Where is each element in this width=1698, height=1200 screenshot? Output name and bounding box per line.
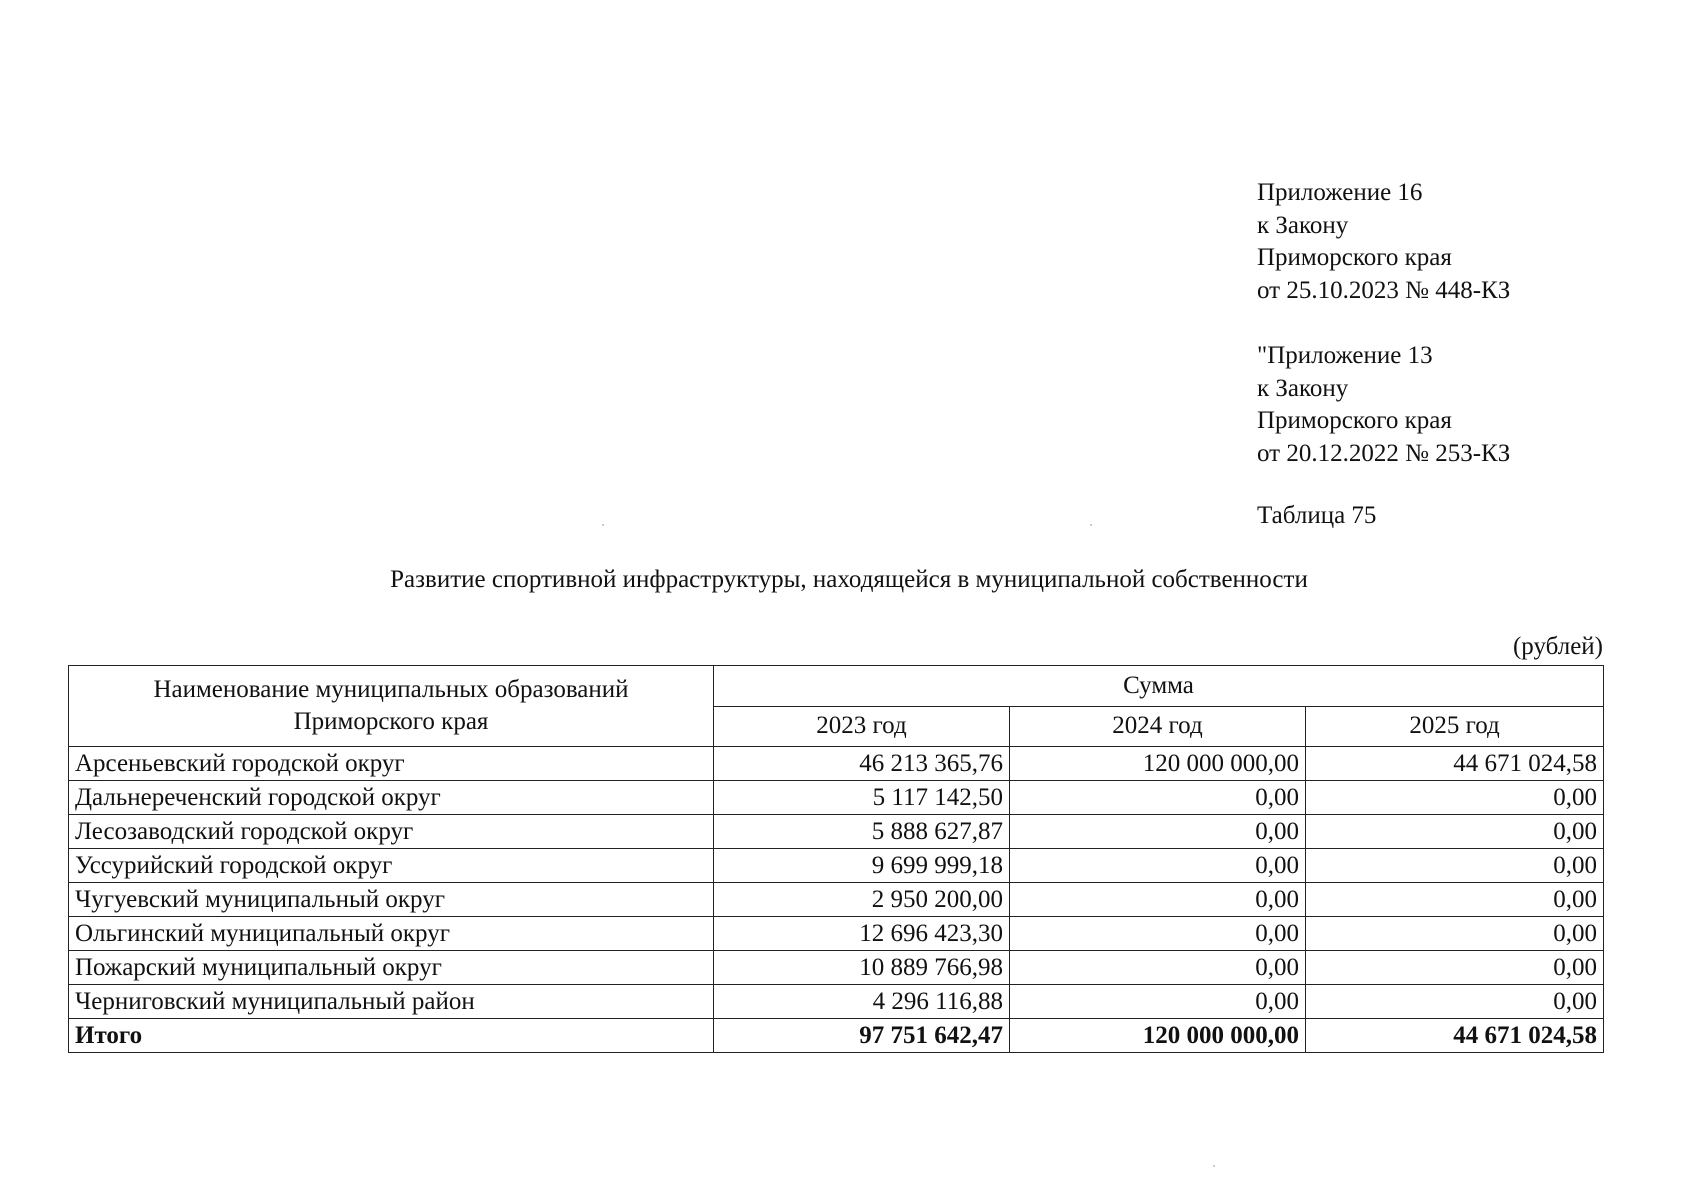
total-2024: 120 000 000,00 [1010,1019,1306,1053]
municipality-name: Чугуевский муниципальный округ [69,883,714,917]
table-row [69,849,1604,883]
header-line: Наименование муниципальных образований [153,676,629,703]
municipality-name: Арсеньевский городской округ [69,747,714,781]
total-label: Итого [69,1019,714,1053]
funding-table [68,665,1604,1053]
municipality-name: Уссурийский городской округ [69,849,714,883]
table-row [69,815,1604,849]
amount-2024: 0,00 [1010,815,1306,849]
amount-2025: 0,00 [1306,849,1604,883]
amount-2024: 0,00 [1010,951,1306,985]
amount-2024: 0,00 [1010,985,1306,1019]
amount-2024: 0,00 [1010,849,1306,883]
amount-2025: 0,00 [1306,883,1604,917]
original-annex-block [1257,340,1510,470]
amount-2023: 46 213 365,76 [714,747,1010,781]
municipality-name: Ольгинский муниципальный округ [69,917,714,951]
table-row [69,883,1604,917]
amount-2024: 0,00 [1010,883,1306,917]
amount-2025: 44 671 024,58 [1306,747,1604,781]
amount-2024: 0,00 [1010,917,1306,951]
table-row [69,747,1604,781]
municipality-name: Лесозаводский городской округ [69,815,714,849]
amount-2025: 0,00 [1306,951,1604,985]
year-header-2025: 2025 год [1306,706,1604,747]
municipality-name: Пожарский муниципальный округ [69,951,714,985]
amount-2025: 0,00 [1306,815,1604,849]
annex-header-block [1257,177,1510,307]
year-header-2024: 2024 год [1010,706,1306,747]
table-row [69,951,1604,985]
annex-line: "Приложение 13 [1257,342,1433,369]
table-row [69,917,1604,951]
amount-2024: 120 000 000,00 [1010,747,1306,781]
total-2025: 44 671 024,58 [1306,1019,1604,1053]
table-row [69,985,1604,1019]
annex-line: Приложение 16 [1257,179,1423,206]
annex-line: от 20.12.2022 № 253-КЗ [1257,439,1511,467]
amount-2023: 10 889 766,98 [714,951,1010,985]
year-header-2023: 2023 год [714,706,1010,747]
amount-2023: 12 696 423,30 [714,917,1010,951]
amount-2025: 0,00 [1306,985,1604,1019]
total-2023: 97 751 642,47 [714,1019,1010,1053]
amount-2023: 9 699 999,18 [714,849,1010,883]
annex-line: Приморского края [1257,407,1452,434]
amount-2025: 0,00 [1306,781,1604,815]
annex-line: к Закону [1257,374,1349,402]
document-title: Развитие спортивной инфраструктуры, находящейся в муниципальной собственности [390,566,1308,593]
amount-2025: 0,00 [1306,917,1604,951]
amount-2024: 0,00 [1010,781,1306,815]
total-row [69,1019,1604,1053]
sum-column-header: Сумма [714,666,1604,707]
municipality-name: Черниговский муниципальный район [69,985,714,1019]
table-number: Таблица 75 [1257,502,1377,529]
scan-speck [1090,524,1092,526]
amount-2023: 5 117 142,50 [714,781,1010,815]
scan-speck [1213,1165,1215,1167]
header-line: Приморского края [293,708,489,735]
annex-line: к Закону [1257,211,1349,239]
table-row [69,781,1604,815]
scan-speck [602,524,604,526]
amount-2023: 4 296 116,88 [714,985,1010,1019]
annex-line: от 25.10.2023 № 448-КЗ [1257,276,1511,304]
unit-label: (рублей) [1512,633,1603,660]
amount-2023: 5 888 627,87 [714,815,1010,849]
municipality-column-header [69,666,714,747]
municipality-name: Дальнереченский городской округ [69,781,714,815]
annex-line: Приморского края [1257,244,1452,271]
amount-2023: 2 950 200,00 [714,883,1010,917]
